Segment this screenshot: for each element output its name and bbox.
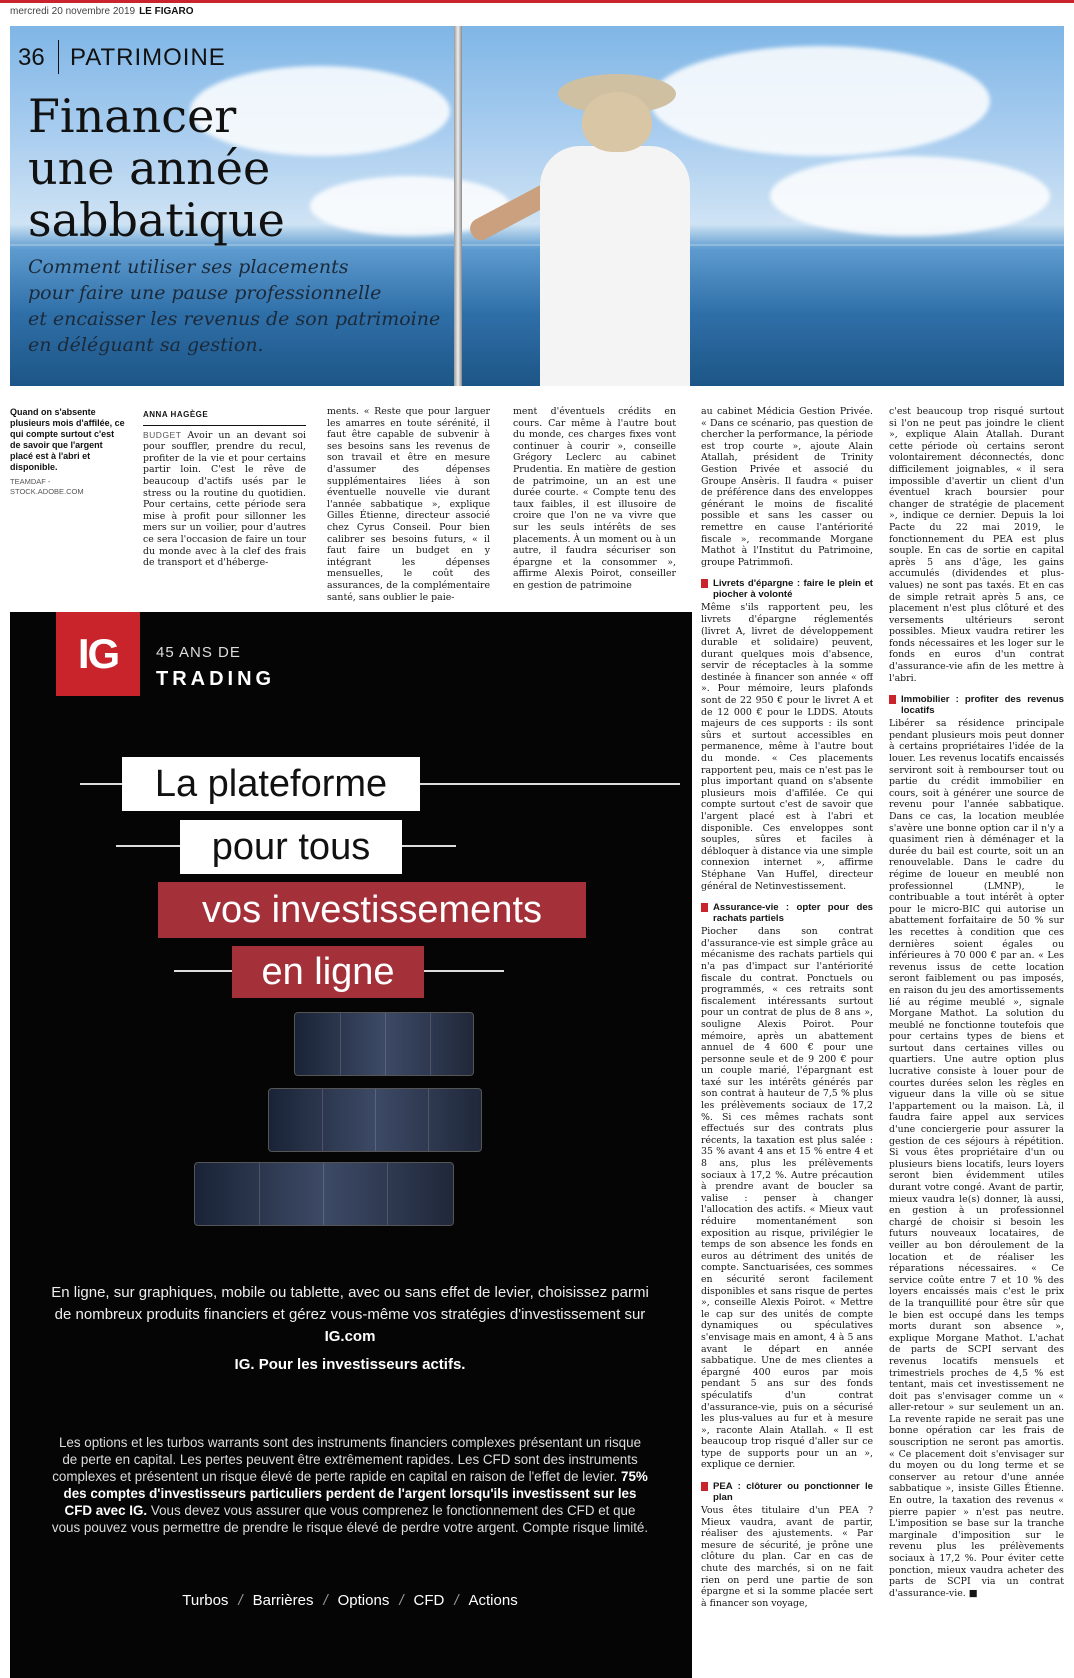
- ig-logo: IG: [56, 612, 140, 696]
- top-red-rule: [0, 0, 1074, 3]
- photo-caption: Quand on s'absente plusieurs mois d'affilée, ce qui compte surtout c'est de savoir que l'argent placé est à l'abri et disponible.: [10, 407, 125, 472]
- ig-advertisement: [10, 612, 692, 1678]
- product-cfd: CFD: [413, 1592, 445, 1609]
- photo-credit: TEAMDAF - STOCK.ADOBE.COM: [10, 477, 84, 496]
- separator: /: [399, 1592, 404, 1609]
- product-actions: Actions: [468, 1592, 518, 1609]
- title-line: sabbatique: [28, 193, 285, 247]
- ad-photo-strip: [268, 1088, 482, 1152]
- issue-date: mercredi 20 novembre 2019: [10, 6, 136, 17]
- subtitle-line: Comment utiliser ses placements: [28, 256, 349, 278]
- cloud: [650, 46, 990, 156]
- hero-photo: [10, 26, 1064, 386]
- body-text: ments. « Reste que pour larguer les amarres en toute sérénité, il faut être capable de subvenir à ses besoins sans les revenus de son travail et être en mesure d'assumer des dépenses supplémentaires liées à son éventuelle nouvelle vie durant l'année sabbatique », explique Gilles Étienne, directeur associé chez Cyrus Conseil. Pour bien calibrer ses besoins futurs, « il faut faire un budget en y intégrant les dépenses mensuelles, le coût des assurances, de la complémentaire santé, sans oublier le paie-: [327, 406, 490, 603]
- man-silhouette: [540, 146, 690, 386]
- disclaimer-text: Vous devez vous assurer que vous comprenez le fonctionnement des CFD et que vous pouvez vous permettre de prendre le risque élevé de perdre votre argent. Compte risque limité.: [51, 1503, 649, 1535]
- separator: /: [238, 1592, 243, 1609]
- disclaimer-bold: 75% des comptes d'investisseurs particuliers perdent de l'argent lorsqu'ils investissent sur les CFD avec IG.: [63, 1469, 648, 1518]
- newspaper-name: LE FIGARO: [139, 6, 194, 17]
- ad-photo-strip: [294, 1012, 474, 1076]
- ad-photo-strip: [194, 1162, 454, 1226]
- slogan-line-1: La plateforme: [122, 757, 420, 811]
- strip-segment: [428, 1089, 429, 1151]
- strip-segment: [430, 1013, 431, 1075]
- article-column-1: [143, 409, 306, 569]
- title-line: Financer: [28, 89, 237, 143]
- article-title: [28, 90, 285, 246]
- slogan-line-4: en ligne: [232, 946, 424, 998]
- product-list: [50, 1592, 650, 1609]
- man-head: [582, 92, 652, 152]
- article-column-4: [701, 406, 873, 1674]
- subhead-livrets: Livrets d'épargne : faire le plein et piocher à volonté: [701, 578, 873, 600]
- subhead-assurance-vie: Assurance-vie : opter pour des rachats partiels: [701, 902, 873, 924]
- product-turbos: Turbos: [182, 1592, 229, 1609]
- body-text: au cabinet Médicia Gestion Privée. « Dans ce scénario, pas question de chercher la performance, la période est trop courte », ajoute Alain Atallah, président de Trinity Gestion Privée et associé du Groupe Ansèris. Il faudra « puiser de préférence dans des enveloppes générant le moins de fiscalité possible et sans les casser ou remettre en cause l'antériorité fiscale », recommande Morgane Mathot à l'Institut du Patrimoine, groupe Patrimmofi.: [701, 406, 873, 568]
- title-line: une année: [28, 141, 271, 195]
- lead-word: BUDGET: [143, 429, 182, 440]
- product-options: Options: [337, 1592, 390, 1609]
- ig-website-link[interactable]: IG.com: [324, 1328, 376, 1345]
- subhead-immobilier: Immobilier : profiter des revenus locatifs: [889, 694, 1064, 716]
- product-barrieres: Barrières: [252, 1592, 314, 1609]
- strip-segment: [375, 1089, 376, 1151]
- separator: /: [454, 1592, 459, 1609]
- page-header: [10, 6, 194, 17]
- strip-segment: [323, 1163, 324, 1225]
- slogan-line-3: vos investissements: [158, 882, 586, 938]
- article-column-2: [327, 406, 490, 603]
- strip-segment: [322, 1089, 323, 1151]
- sailboat-mast: [454, 26, 462, 386]
- strip-segment: [340, 1013, 341, 1075]
- body-text: Même s'ils rapportent peu, les livrets d'épargne réglementés (livret A, livret de développement durable et solidaire) peuvent, durant quelques mois d'absence, servir de réceptacles à la somme destinée à financer son année « off ». Pour mémoire, leurs plafonds sont de 22 950 € pour le livret A et de 12 000 € pour le LDDS. Atouts majeurs de ces supports : ils sont sûrs et surtout accessibles en permanence, même à l'autre bout du monde. « Ces placements rapportent peu, mais ce n'est pas le plus important quand on s'absente plusieurs mois d'affilée. Ce qui compte surtout c'est de savoir que l'argent placé est à l'abri et disponible. Ces enveloppes sont souples, sûres et faciles à débloquer à distance via une simple connexion internet », affirme Stéphane Van Huffel, directeur général de Netinvestissement.: [701, 602, 873, 892]
- article-subtitle: [28, 254, 440, 358]
- subhead-pea: PEA : clôturer ou ponctionner le plan: [701, 1481, 873, 1503]
- body-text: Vous êtes titulaire d'un PEA ? Mieux vaudra, avant de partir, réaliser des ajustements. « Par mesure de sécurité, je prône une clôture du plan. Car en cas de chute des marchés, si on ne fait rien on perd une partie de son épargne et si la somme placée sert à financer son voyage,: [701, 1505, 873, 1609]
- body-text: ment d'éventuels crédits en cours. Car même à l'autre bout du monde, ces charges fixes vont continuer à courir », conseille Grégory Leclerc au cabinet Prudentia. En matière de gestion de patrimoine, un an est une durée courte. « Compte tenu des taux faibles, il est illusoire de croire que l'on ne va vivre que sur les seuls intérêts de ses placements. À un moment ou à un autre, il faudra sécuriser son épargne et la consommer », affirme Alexis Poirot, conseiller en gestion de patrimoine: [513, 406, 676, 591]
- ad-description: [50, 1282, 650, 1348]
- subtitle-line: et encaisser les revenus de son patrimoine: [28, 308, 441, 330]
- body-text: Avoir un an devant soi pour souffler, prendre du recul, profiter de la vie et pour certains partir loin. C'est le rêve de beaucoup d'actifs usés par le stress ou la routine du quotidien. Pour certains, cette période sera mise à profit pour sillonner les mers sur un voilier, pour d'autres ce sera l'occasion de faire un tour du monde avec à la clef des frais de transport et d'héberge-: [143, 429, 306, 569]
- strip-segment: [259, 1163, 260, 1225]
- strip-segment: [387, 1163, 388, 1225]
- ad-description-text: En ligne, sur graphiques, mobile ou tablette, avec ou sans effet de levier, choisissez parmi de nombreux produits financiers et gérez vous-même vos stratégies d'investissement sur: [51, 1284, 649, 1323]
- page-number: 36: [18, 44, 45, 71]
- strip-segment: [385, 1013, 386, 1075]
- article-column-3: [513, 406, 676, 592]
- subtitle-line: en déléguant sa gestion.: [28, 334, 264, 356]
- ad-years: 45 ANS DE: [156, 644, 241, 661]
- body-text: Libérer sa résidence principale pendant plusieurs mois peut donner à certains propriétaires l'idée de la louer. Les revenus locatifs encaissés serviront soit à rembourser tout ou partie du crédit immobilier en cours, soit à générer une source de revenu pour l'année sabbatique. Dans ce cas, la location meublée s'avère une bonne option car il n'y a quasiment rien à déménager et la durée du bail est courte, soit un an renouvelable. Dans le cadre du régime de loueur en meublé non professionnel (LMNP), le contribuable a tout intérêt à opter pour le micro-BIC qui autorise un abattement forfaitaire de 50 % sur les recettes à condition que ces dernières soient égales ou inférieures à 70 000 € par an. « Les revenus issus de cette location seront faiblement ou pas imposés, en raison du jeu des amortissements lié au régime meublé », signale Morgane Mathot. La solution du meublé ne fonctionne toutefois que pour certains types de biens et surtout dans certaines villes ou quartiers. Une autre option plus lucrative consiste à louer pour de courtes durées selon les règles en vigueur dans la ville où se situe l'appartement ou la maison. Là, il faudra faire appel aux services d'une conciergerie pour assurer la gestion de ces séjours à répétition. Si vous êtes propriétaire d'un ou plusieurs biens locatifs, leurs loyers seront bien évidemment utiles durant votre congé. Avant de partir, mieux vaudra le(s) donner, là aussi, en gestion à un professionnel chargé de choisir si besoin les futurs nouveaux locataires, de veiller au bon déroulement de la location et de réaliser les réparations nécessaires. « Ce service coûte entre 7 et 10 % des loyers encaissés mais c'est le prix de la tranquillité pour être sûr que le bien est occupé dans les temps morts durant son absence », explique Morgane Mathot. L'achat de parts de SCPI servant des revenus locatifs mensuels et trimestriels proches de 4,5 % est tentant, mais cet investissement ne doit pas s'envisager comme un « aller-retour » sur seulement un an. La revente rapide ne serait pas une bonne opération car les frais de souscription ne seront pas amortis. « Ce placement doit s'envisager sur du moyen ou du long terme et se conserver au retour d'une année sabbatique », insiste Gilles Étienne. En outre, la taxation des revenus « pierre papier » n'est pas neutre. L'imposition se base sur la tranche marginale d'imposition sur le revenu plus les prélèvements sociaux à 17,2 %. Pour éviter cette ponction, mieux vaudra acheter des parts de SCPI via un contrat d'assurance-vie. ■: [889, 718, 1064, 1599]
- subtitle-line: pour faire une pause professionnelle: [28, 282, 382, 304]
- article-column-5: [889, 406, 1064, 1674]
- ad-tagline: IG. Pour les investisseurs actifs.: [234, 1356, 466, 1373]
- body-text: c'est beaucoup trop risqué surtout si l'on ne peut pas joindre le client », explique Alain Atallah. Durant cette période où certains seront volontairement déconnectés, donc difficilement joignables, « il sera impossible d'avertir un client d'un éventuel krach boursier pour changer de stratégie de placement », indique ce dernier. Depuis la loi Pacte du 22 mai 2019, le fonctionnement du PEA est plus souple. En cas de sortie en capital après 5 ans d'âge, les gains accumulés (dividendes et plus-values) ne sont pas taxés. Et en cas de simple retrait après 5 ans, ce placement n'est plus clôturé et des versements ultérieurs seront possibles. Mieux vaudra retirer les fonds nécessaires et les loger sur le fonds en euros d'un contrat d'assurance-vie afin de les mettre à l'abri.: [889, 406, 1064, 684]
- disclaimer-text: Les options et les turbos warrants sont des instruments financiers complexes présentant un risque de perte en capital. Les pertes peuvent être extrêmement rapides. Les CFD sont des instruments complexes et présentent un risque élevé de perte rapide en capital en raison de l'effet de levier.: [52, 1435, 642, 1484]
- byline: ANNA HAGÈGE: [143, 409, 306, 426]
- separator: /: [323, 1592, 328, 1609]
- cloud: [770, 156, 1050, 236]
- body-text: Piocher dans son contrat d'assurance-vie est simple grâce au mécanisme des rachats partiels qui n'a pas d'impact sur l'antériorité fiscale du contrat. Ponctuels ou programmés, « ces retraits sont fiscalement intéressants surtout pour un contrat de plus de 8 ans », souligne Alexis Poirot. Pour mémoire, après un abattement annuel de 4 600 € pour une personne seule et de 9 200 € pour un couple marié, l'épargnant est taxé sur les intérêts générés par son contrat à hauteur de 7,5 % plus les prélèvements sociaux de 17,2 %. Si ces mêmes rachats sont effectués sur des contrats plus récents, la taxation est plus salée : 35 % avant 4 ans et 15 % entre 4 et 8 ans, plus les prélèvements sociaux à 17,2 %. Autre précaution à prendre avant de boucler sa valise : penser à changer l'allocation des actifs. « Mieux vaut réduire momentanément son exposition au risque, privilégier le temps de son absence les fonds en euros au détriment des unités de compte. Sanctuarisées, ces sommes en sécurité seront facilement disponibles et sans risque de pertes », conseille Alexis Poirot. « Mettre le cap sur des unités de compte dynamiques ou spéculatives s'envisage mais en amont, 4 à 5 ans avant le départ en année sabbatique. Une de mes clientes a épargné 400 euros par mois pendant 5 ans sur des fonds spéculatifs d'un contrat d'assurance-vie, puis on a sécurisé les plus-values au fur et à mesure », raconte Alain Atallah. « Il est beaucoup trop risqué d'aller sur ce type de supports pour un an », explique ce dernier.: [701, 926, 873, 1471]
- section-name: PATRIMOINE: [70, 44, 226, 71]
- section-divider: [58, 40, 59, 74]
- slogan-line-2: pour tous: [180, 820, 402, 874]
- ad-trading: TRADING: [156, 668, 276, 690]
- risk-disclaimer: [50, 1434, 650, 1536]
